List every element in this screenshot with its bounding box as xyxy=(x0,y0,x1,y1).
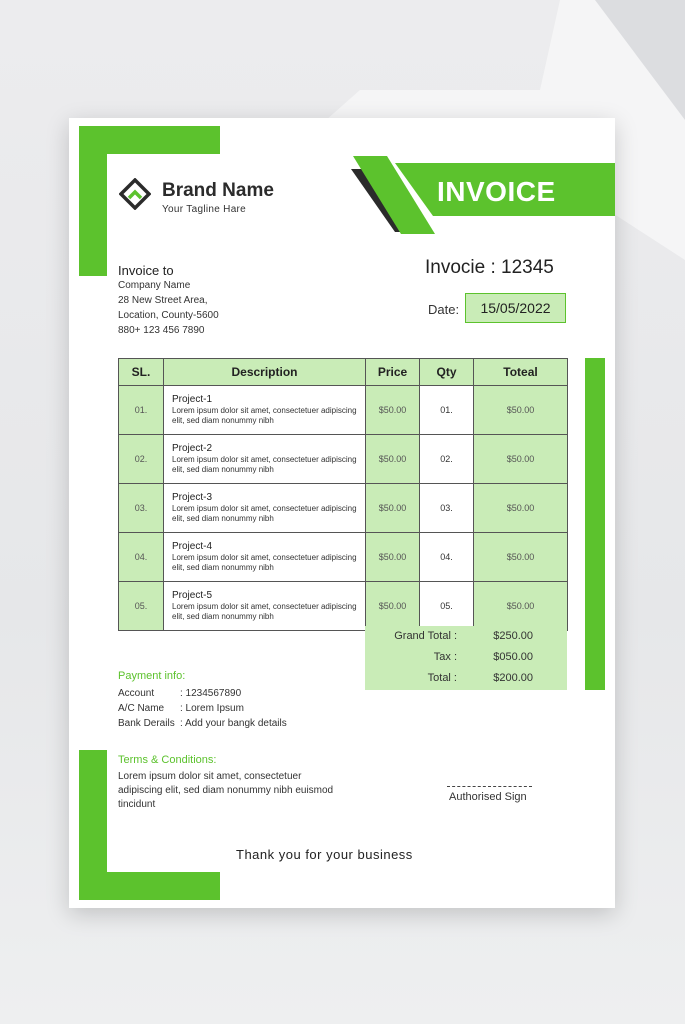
row-sl: 02. xyxy=(119,435,164,484)
table-row xyxy=(119,435,568,484)
header-qty: Qty xyxy=(420,359,474,386)
invoice-to-location: Location, County-5600 xyxy=(118,310,219,321)
payment-key: A/C Name xyxy=(118,703,165,714)
row-total: $50.00 xyxy=(474,386,568,435)
signature-line xyxy=(447,786,532,787)
row-total: $50.00 xyxy=(474,435,568,484)
row-price: $50.00 xyxy=(366,386,420,435)
items-table xyxy=(118,358,568,631)
header-price: Price xyxy=(366,359,420,386)
row-qty: 04. xyxy=(420,533,474,582)
row-text: Lorem ipsum dolor sit amet, consectetuer adipiscing elit, sed diam nonummy nibh xyxy=(172,406,357,425)
thank-you-message: Thank you for your business xyxy=(236,847,413,862)
payment-row-ac-name xyxy=(118,703,244,714)
invoice-to-phone: 880+ 123 456 7890 xyxy=(118,325,205,336)
table-row xyxy=(119,582,568,631)
total-label: Total : xyxy=(427,672,457,684)
row-text: Lorem ipsum dolor sit amet, consectetuer adipiscing elit, sed diam nonummy nibh xyxy=(172,553,357,572)
invoice-title: INVOICE xyxy=(437,176,556,207)
tax-label: Tax : xyxy=(433,651,457,663)
payment-value: : Add your bangk details xyxy=(180,718,287,729)
brand-tagline: Your Tagline Hare xyxy=(162,204,247,215)
row-sl: 04. xyxy=(119,533,164,582)
payment-row-bank xyxy=(118,718,287,729)
row-description xyxy=(164,484,366,533)
row-qty: 02. xyxy=(420,435,474,484)
grand-total-value: $250.00 xyxy=(493,630,533,642)
row-title: Project-4 xyxy=(172,541,213,552)
date-label: Date: xyxy=(428,302,460,317)
row-title: Project-3 xyxy=(172,492,213,503)
table-row xyxy=(119,484,568,533)
row-sl: 05. xyxy=(119,582,164,631)
table-row xyxy=(119,533,568,582)
table-row xyxy=(119,386,568,435)
row-total: $50.00 xyxy=(474,484,568,533)
payment-key: Account xyxy=(118,688,155,699)
row-title: Project-2 xyxy=(172,443,213,454)
table-header-row xyxy=(119,359,568,386)
row-price: $50.00 xyxy=(366,435,420,484)
date-value: 15/05/2022 xyxy=(465,293,566,323)
payment-value: : 1234567890 xyxy=(180,688,242,699)
header-sl: SL. xyxy=(119,359,164,386)
diamond-logo-icon xyxy=(119,178,151,210)
invoice-page xyxy=(69,118,615,908)
row-qty: 03. xyxy=(420,484,474,533)
header-description: Description xyxy=(164,359,366,386)
grand-total-label: Grand Total : xyxy=(394,630,457,642)
total-value: $200.00 xyxy=(493,672,533,684)
invoice-to-street: 28 New Street Area, xyxy=(118,295,208,306)
row-qty: 05. xyxy=(420,582,474,631)
row-description xyxy=(164,533,366,582)
invoice-to-label: Invoice to xyxy=(118,263,174,278)
terms-text: Lorem ipsum dolor sit amet, consectetuer adipiscing elit, sed diam nonummy nibh euismod tincidunt xyxy=(118,771,334,810)
invoice-to-company: Company Name xyxy=(118,280,191,291)
totals-box xyxy=(365,626,567,690)
row-title: Project-5 xyxy=(172,590,213,601)
row-description xyxy=(164,435,366,484)
payment-key: Bank Derails xyxy=(118,718,175,729)
brand-name: Brand Name xyxy=(162,180,274,201)
row-description xyxy=(164,386,366,435)
payment-value: : Lorem Ipsum xyxy=(180,703,244,714)
payment-info-title: Payment info: xyxy=(118,670,186,682)
row-text: Lorem ipsum dolor sit amet, consectetuer adipiscing elit, sed diam nonummy nibh xyxy=(172,455,357,474)
row-description xyxy=(164,582,366,631)
row-qty: 01. xyxy=(420,386,474,435)
right-accent-bar xyxy=(585,358,605,690)
row-price: $50.00 xyxy=(366,533,420,582)
header-total: Toteal xyxy=(474,359,568,386)
row-price: $50.00 xyxy=(366,484,420,533)
row-total: $50.00 xyxy=(474,533,568,582)
terms-title: Terms & Conditions: xyxy=(118,754,217,766)
row-text: Lorem ipsum dolor sit amet, consectetuer adipiscing elit, sed diam nonummy nibh xyxy=(172,504,357,523)
row-price: $50.00 xyxy=(366,582,420,631)
row-sl: 03. xyxy=(119,484,164,533)
invoice-number: Invocie : 12345 xyxy=(425,257,554,278)
row-total: $50.00 xyxy=(474,582,568,631)
row-title: Project-1 xyxy=(172,394,213,405)
row-text: Lorem ipsum dolor sit amet, consectetuer adipiscing elit, sed diam nonummy nibh xyxy=(172,602,357,621)
payment-row-account xyxy=(118,688,241,699)
signature-label: Authorised Sign xyxy=(449,791,527,803)
tax-value: $050.00 xyxy=(493,651,533,663)
row-sl: 01. xyxy=(119,386,164,435)
